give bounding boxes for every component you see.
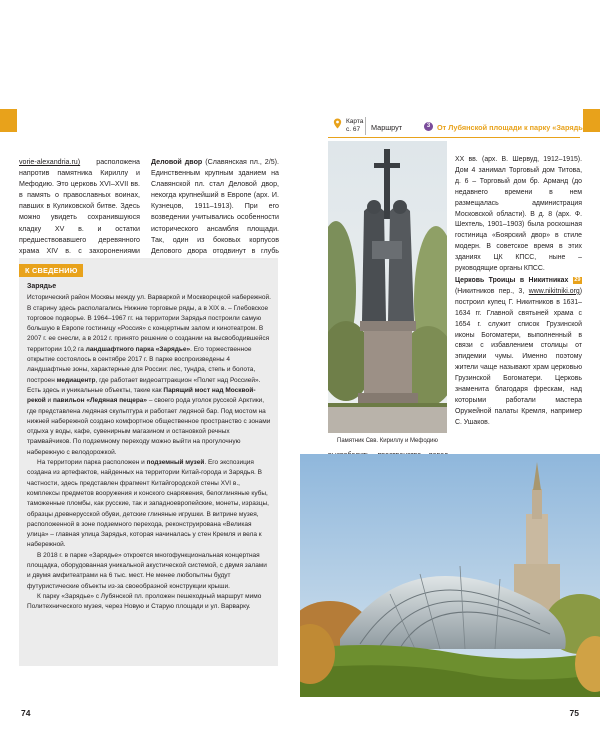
info-paragraph: Исторический район Москвы между ул. Варваркой и Москворецкой набережной. В старину здесь располагались Нижние торговые ряды, а в XIX в. – Глебовское торговое подворье. В 1964–1967 гг. на территории Зарядья построили самую большую в Европе гостиницу «Россия» с концертным залом и кинотеатром. В 2007 г. ее снесли, а в 2012 г. принято решение о создании на высвободившейся территории 10,2 га ландшафтного парка «Зарядье». Его торжественное открытие состоялось в сентябре 2017 г. В парке воспроизведены 4 ландшафтные зоны, характерные для России: лес, тундра, степь и болота, построен медиацентр, где работает видеоаттракцион «Полет над Россией». Есть здесь и уникальные объекты, такие как Парящий мост над Москвой-рекой и павильон «Ледяная пещера» – своего рода уголок русской Арктики, где представлена ледяная скульптура и работает ледяной бар. Под мостом на нижней набережной создано комфортное общественное пространство с зонами отдыха у воды, кафе, сувенирным магазином и остановкой речных трамвайчиков. По подземному переходу можно выйти на прогулочную набережную с велодорожкой. xyxy=(27,294,271,456)
info-paragraph: К парку «Зарядье» с Лубянской пл. проложен пешеходный маршрут мимо Политехнического музея, через Новую и Старую площади и ул. Варварку. xyxy=(27,592,262,611)
info-box-title: К СВЕДЕНИЮ xyxy=(19,264,83,277)
map-reference[interactable]: Карта с. 67 xyxy=(346,118,364,133)
route-label: Маршрут xyxy=(371,123,403,132)
section-heading: Деловой двор xyxy=(151,158,203,166)
info-paragraph: В 2018 г. в парке «Зарядье» откроется многофункциональная концертная площадка, оборудованная уникальной акустической системой, с двумя залами и двумя амфитеатрами на 6 тыс. мест. Не менее любопытны будут футуристические объекты из-за своеобразной конструкции крыши. xyxy=(27,551,267,590)
zaryadye-photo xyxy=(300,454,600,697)
body-text: XX вв. (арх. В. Шервуд, 1912–1915). Дом 4 занимал Торговый дом Титова, д. 6 – Торговый дом бр. Арманд (до недавнего времени в нем размещалась администрация Московской области). В д. 8 (арх. Ф. Шехтель, 1901–1903) была роскошная гостиница «Боярский двор» в стиле модерн. В советское время в этих зданиях ЦК КПСС, ныне – руководящие органы КПСС. xyxy=(455,156,582,273)
header-rule xyxy=(328,137,580,138)
body-text: расположена напротив памятника Кириллу и Мефодию. Это церковь XVI–XVII вв. в память о православных воинах, павших в Куликовской битве. Здесь можно увидеть сохранившуюся кладку XV в. и остатки предшествовавшего деревянного храма XIV в. с захоронениями xyxy=(19,158,140,255)
body-text: (Славянская пл., 2/5). Единственным крупным зданием на Славянской пл. стал Деловой двор, некогда крупнейший в Европе (арх. И. Кузнецов, 1911–1913). При его возведении учитывались особенности исторического ансамбля площади. Так, один из боковых корпусов Делового двора отодвинут в глубь xyxy=(151,158,280,255)
body-text: Церковь Троицы в Никитниках 29 (Никитников пер., 3, www.nikitniki.org) построил купец Г. Никитников в 1631–1634 гг. Главной святыней храма с 1654 г. служит список Грузинской иконы Богоматери, выполненный в связи с избавлением столицы от эпидемии чумы. Именно поэтому жители чаще называют храм церковью Грузинской Богоматери. Церковь знаменита благодаря фрескам, над которыми работали мастера Оружейной палаты Кремля, например С. Ушаков. xyxy=(455,276,582,426)
photo-caption: Памятник Свв. Кириллу и Мефодию xyxy=(337,438,438,444)
website-link[interactable]: www.nikitniki.org xyxy=(528,287,580,295)
col-right xyxy=(151,157,279,268)
route-number-badge: 3 xyxy=(424,122,433,131)
map-pin-icon xyxy=(332,118,343,129)
info-box-body xyxy=(27,282,272,613)
route-title: От Лубянской площади к парку «Зарядье» xyxy=(437,123,591,132)
page-number: 74 xyxy=(21,708,31,718)
info-box xyxy=(19,258,278,666)
info-paragraph: На территории парка расположен и подземный музей. Его экспозиция создана из артефактов, найденных на территории Китай-города и Зарядья. В частности, здесь представлен фрагмент Китайгородской стены XVI в., комплексы предметов вооружения и конского снаряжения, белоглиняные кубы, таможенные пломбы, как русские, так и западноевропейские, монеты, изразцы, образцы древнерусской обуви, детские глиняные игрушки. В витрине музея, расположенной в зоне подземного перехода, реконструирована «Великая улица» – главная улица Зарядья, которая начиналась у стен Кремля и вела к набережной. xyxy=(27,459,269,549)
monument-photo xyxy=(328,141,447,433)
page-number: 75 xyxy=(569,708,579,718)
chapter-tab xyxy=(0,109,17,132)
header-divider xyxy=(365,117,366,135)
col-far-right xyxy=(455,155,582,429)
info-box-subtitle: Зарядье xyxy=(27,283,57,290)
col-left xyxy=(19,157,140,268)
map-marker: 29 xyxy=(574,276,581,283)
website-link[interactable]: vorie-alexandria.ru) xyxy=(19,158,81,166)
